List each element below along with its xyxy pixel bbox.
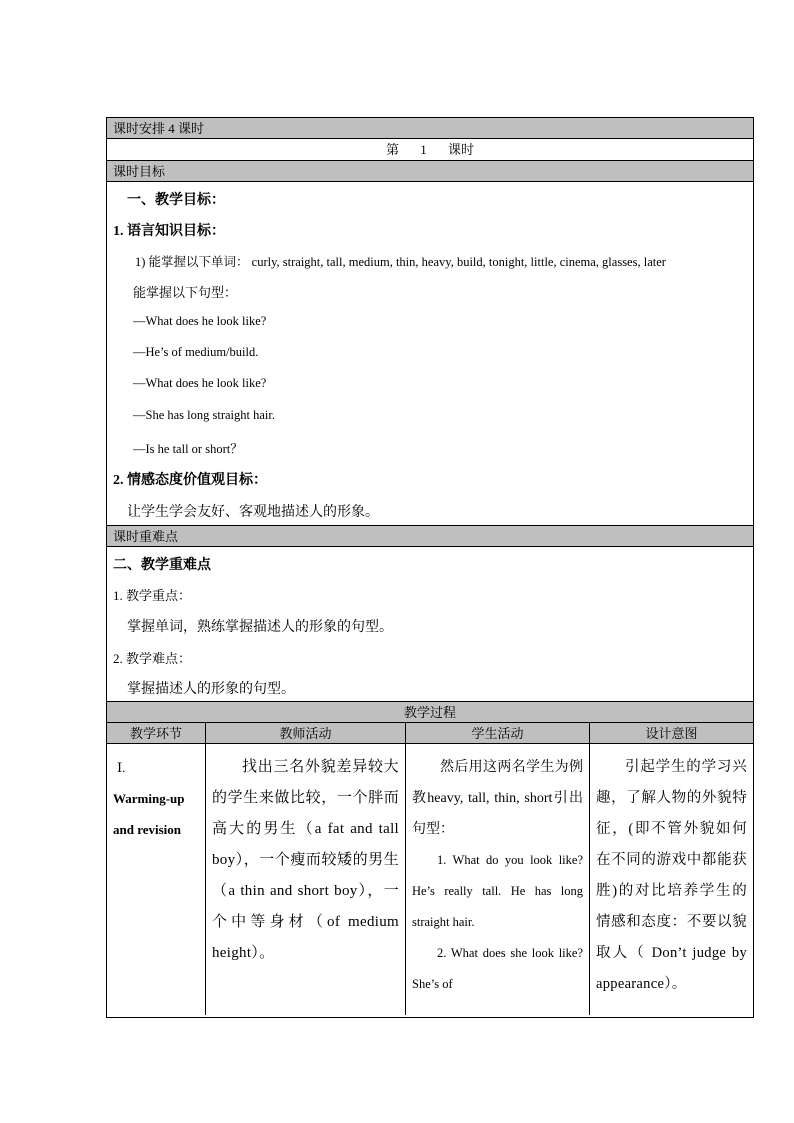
vocab-line: 1) 能掌握以下单词： curly, straight, tall, medium, thin, heavy, build, tonight, little, cinema, glasses, later (135, 255, 666, 269)
stage-cell (107, 744, 206, 1015)
schedule-header: 课时安排 4 课时 (107, 118, 753, 139)
design-intent-cell (590, 744, 753, 1015)
sentence-item: —What does he look like? (133, 376, 267, 390)
student-activity-item: 1. What do you look like? He’s really tall. He has long straight hair. (412, 853, 583, 929)
teacher-activity-cell (206, 744, 406, 1015)
column-header: 教师活动 (206, 723, 406, 744)
process-table (107, 723, 753, 1015)
student-activity-item: 2. What does she look like? She’s of (412, 946, 583, 991)
student-activity-cell (406, 744, 590, 1015)
process-header: 教学过程 (107, 702, 753, 723)
column-header: 教学环节 (107, 723, 206, 744)
lesson-prefix: 第 (385, 142, 399, 157)
emotion-goal-title: 2. 情感态度价值观目标： (113, 473, 267, 488)
student-activity-intro: 然后用这两名学生为例教heavy, tall, thin, short引出句型： (412, 760, 583, 837)
sentence-title: 能掌握以下句型： (133, 285, 238, 300)
stage-number: Ⅰ. (117, 760, 126, 775)
lesson-suffix: 课时 (448, 142, 475, 157)
teaching-goal-title: 一、教学目标： (127, 193, 225, 208)
sentence-item: —He’s of medium/build. (133, 345, 259, 359)
lesson-number: 1 (420, 142, 427, 157)
lesson-number-row (107, 139, 753, 161)
objectives-header: 课时目标 (107, 161, 753, 182)
difficulty-text: 掌握描述人的形象的句型。 (127, 682, 295, 697)
knowledge-goal-title: 1. 语言知识目标： (113, 224, 225, 239)
key-points-title: 二、教学重难点 (113, 558, 211, 573)
lesson-plan-table (106, 117, 754, 1018)
key-points-header: 课时重难点 (107, 526, 753, 547)
sentence-item: —Is he tall or short？ (133, 442, 243, 456)
stage-title-line2: and revision (113, 822, 182, 837)
objectives-section (107, 182, 753, 526)
design-intent-text: 引起学生的学习兴趣，了解人物的外貌特征，(即不管外貌如何在不同的游戏中都能获胜)的对比培养学生的情感和态度：不要以貌取人（ Don’t judge by appearance）。 (596, 759, 747, 992)
focus-text: 掌握单词，熟练掌握描述人的形象的句型。 (127, 620, 393, 635)
sentence-item: —What does he look like? (133, 314, 267, 328)
key-points-section (107, 547, 753, 702)
sentence-item: —She has long straight hair. (133, 408, 275, 422)
teacher-activity-text: 找出三名外貌差异较大的学生来做比较，一个胖而高大的男生（a fat and tall boy），一个瘦而较矮的男生（a thin and short boy），一个中等身材（of medium height）。 (212, 759, 399, 961)
column-header: 学生活动 (406, 723, 590, 744)
difficulty-label: 2. 教学难点： (113, 651, 192, 666)
focus-label: 1. 教学重点： (113, 588, 192, 603)
stage-title-line1: Warming-up (113, 791, 185, 806)
emotion-goal-text: 让学生学会友好、客观地描述人的形象。 (127, 505, 379, 520)
column-header: 设计意图 (590, 723, 753, 744)
